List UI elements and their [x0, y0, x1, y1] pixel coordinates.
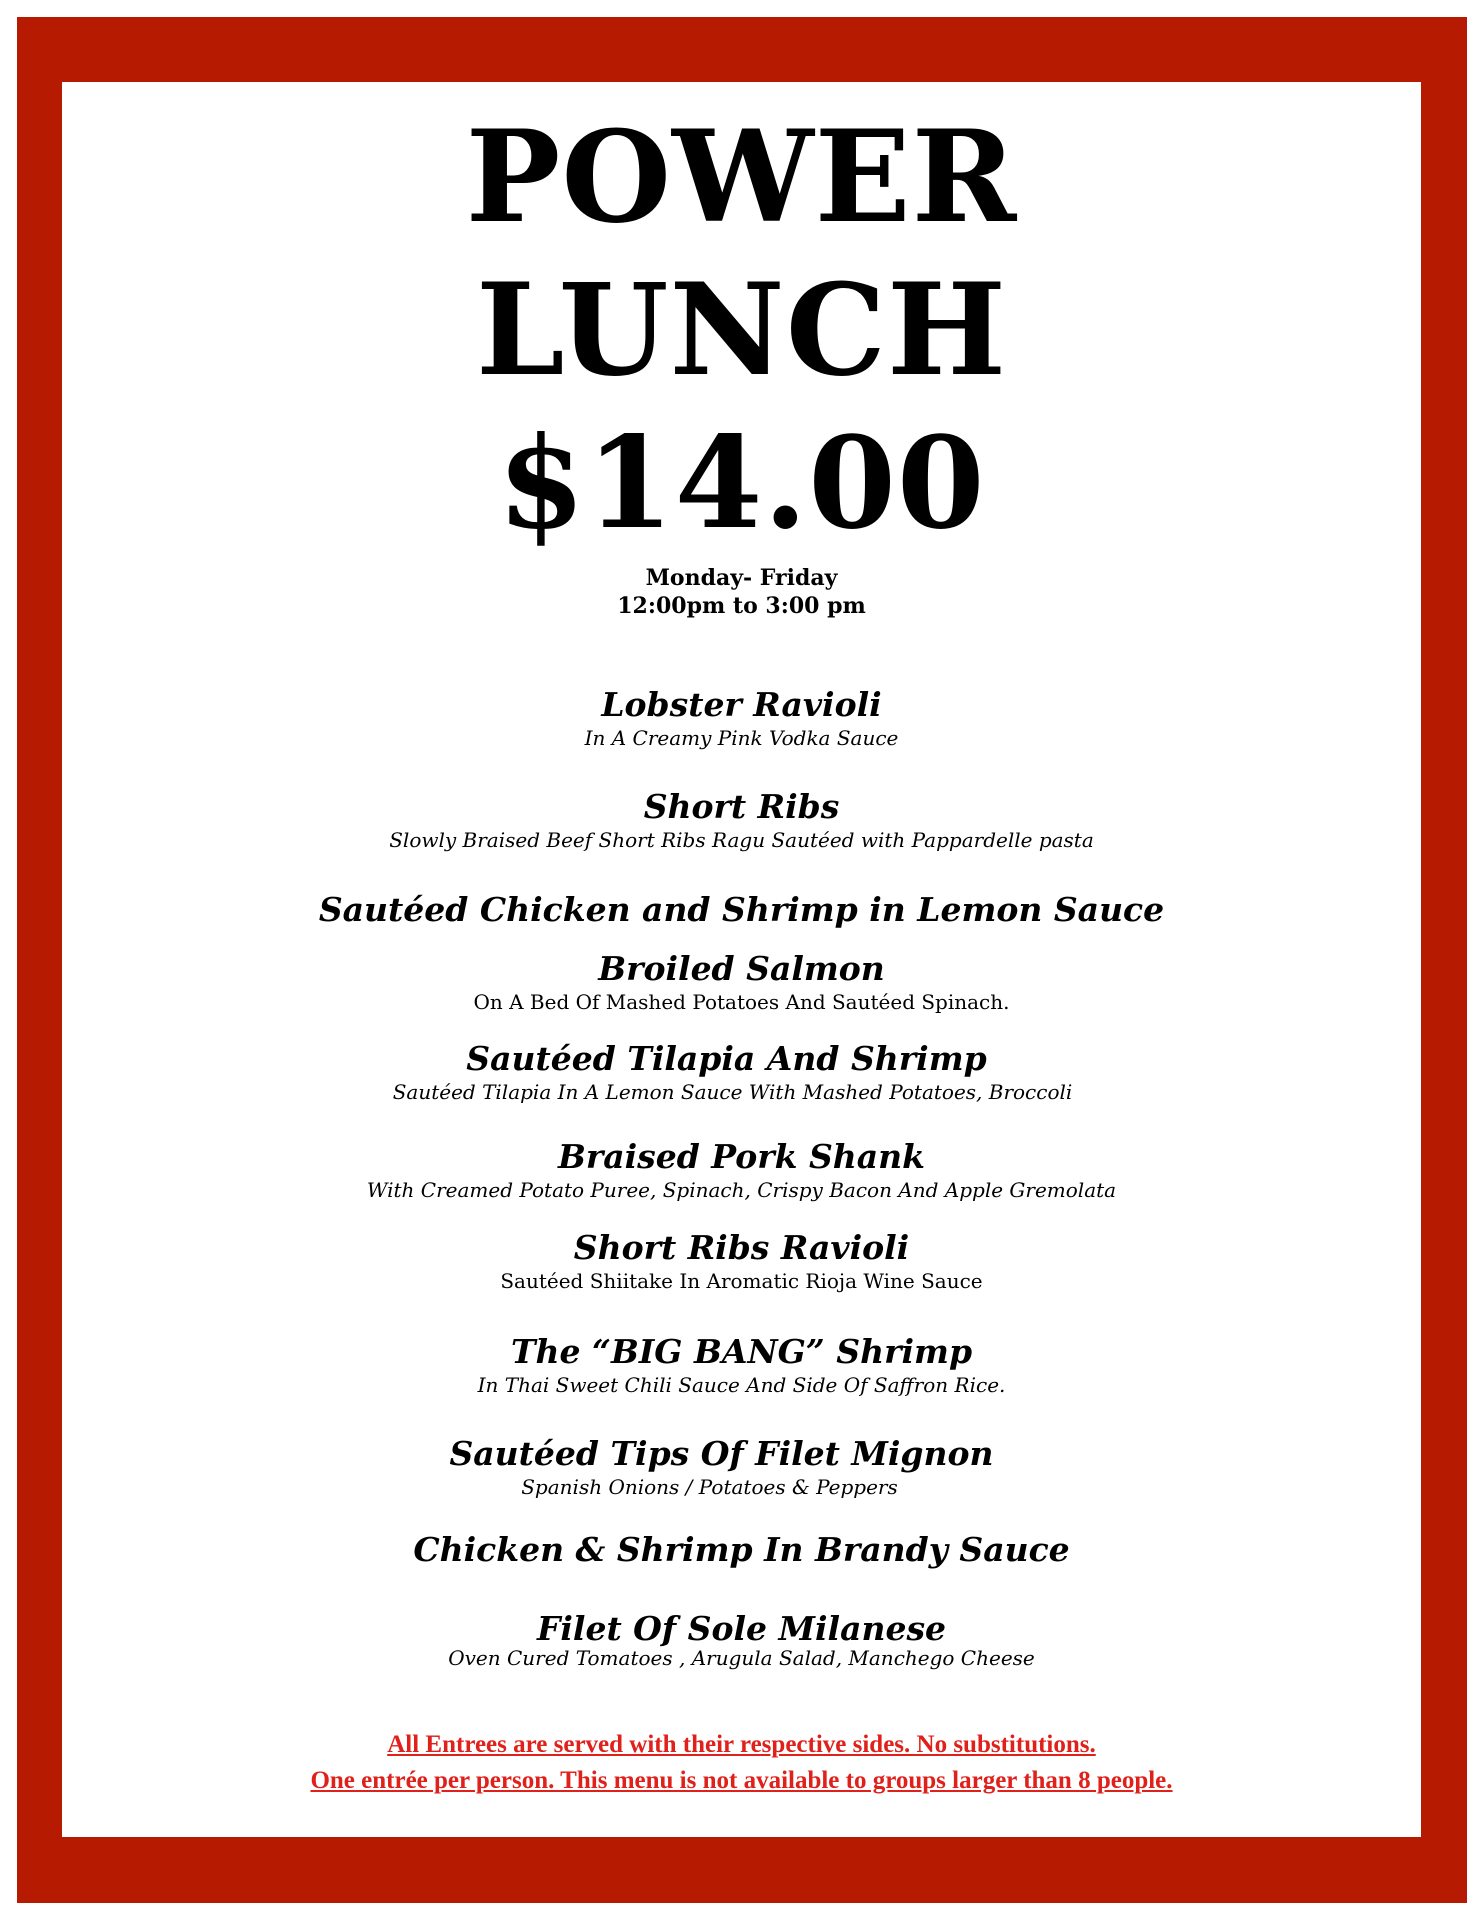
menu-item-tilapia-shrimp — [32, 1039, 1421, 1105]
menu-item-name: Sautéed Tips Of Filet Mignon — [449, 1434, 994, 1473]
menu-item-desc: In Thai Sweet Chili Sauce And Side Of Saffron Rice. — [477, 1373, 1006, 1397]
menu-item-lobster-ravioli — [62, 685, 1421, 751]
title-power: POWER — [465, 103, 1018, 251]
menu-item-short-ribs — [62, 787, 1421, 853]
menu-item-name: Filet Of Sole Milanese — [536, 1609, 947, 1648]
note-sides: All Entrees are served with their respective sides. No substitutions. — [387, 1731, 1096, 1758]
menu-item-chicken-shrimp-brandy — [62, 1530, 1421, 1570]
menu-item-desc: In A Creamy Pink Vodka Sauce — [584, 726, 899, 750]
menu-item-name: Short Ribs — [643, 787, 840, 826]
menu-item-name: Chicken & Shrimp In Brandy Sauce — [413, 1530, 1070, 1569]
menu-item-name: Short Ribs Ravioli — [573, 1228, 910, 1267]
title-lunch: LUNCH — [475, 256, 1008, 404]
title-price: $14.00 — [497, 409, 986, 557]
menu-item-name: Lobster Ravioli — [601, 685, 882, 724]
menu-item-broiled-salmon — [62, 949, 1421, 1015]
menu-item-desc: With Creamed Potato Puree, Spinach, Crispy Bacon And Apple Gremolata — [366, 1178, 1117, 1202]
menu-page — [62, 82, 1421, 1837]
menu-item-desc: Slowly Braised Beef Short Ribs Ragu Sautéed with Pappardelle pasta — [389, 828, 1094, 852]
menu-item-desc: Oven Cured Tomatoes , Arugula Salad, Manchego Cheese — [448, 1646, 1035, 1670]
menu-item-pork-shank — [62, 1137, 1421, 1203]
menu-item-name: Sautéed Chicken and Shrimp in Lemon Sauce — [318, 890, 1165, 929]
menu-item-name: The “BIG BANG” Shrimp — [510, 1332, 973, 1371]
note-group-limit: One entrée per person. This menu is not available to groups larger than 8 people. — [310, 1767, 1173, 1794]
menu-item-filet-mignon-tips — [22, 1434, 1421, 1500]
menu-item-short-ribs-ravioli — [62, 1228, 1421, 1294]
menu-item-desc: On A Bed Of Mashed Potatoes And Sautéed Spinach. — [473, 990, 1010, 1014]
menu-item-chicken-shrimp-lemon — [62, 890, 1421, 930]
serving-hours: 12:00pm to 3:00 pm — [617, 593, 866, 619]
menu-item-big-bang-shrimp — [62, 1332, 1421, 1398]
menu-notes — [62, 1727, 1421, 1799]
menu-item-desc: Sautéed Shiitake In Aromatic Rioja Wine Sauce — [500, 1269, 983, 1293]
menu-item-name: Sautéed Tilapia And Shrimp — [466, 1039, 987, 1078]
serving-days: Monday- Friday — [645, 565, 838, 591]
menu-item-sole-milanese — [62, 1609, 1421, 1671]
menu-item-name: Broiled Salmon — [598, 949, 885, 988]
menu-item-desc: Spanish Onions / Potatoes & Peppers — [521, 1475, 898, 1499]
menu-item-name: Braised Pork Shank — [557, 1137, 926, 1176]
menu-item-desc: Sautéed Tilapia In A Lemon Sauce With Mashed Potatoes, Broccoli — [392, 1080, 1073, 1104]
